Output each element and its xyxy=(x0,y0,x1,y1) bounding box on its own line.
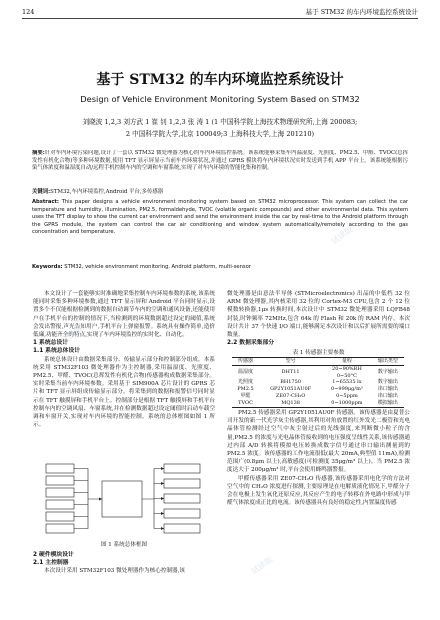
table-cell: 数字输出 xyxy=(377,379,398,386)
table-cell: 模拟输出 xyxy=(377,399,398,406)
table-cell: DHT11 xyxy=(281,369,300,376)
right-column-top xyxy=(227,290,410,347)
table-header-cell: 量程 xyxy=(341,358,352,364)
table-cell: TVOC xyxy=(238,399,253,406)
table-cell: MQ138 xyxy=(281,399,300,406)
subsection-heading-2-2: 2.2 数据采集部分 xyxy=(227,340,275,347)
intro-paragraph: 本文设计了一套能够实时准确地采集控制车内环境参数的系统,该系统能同时采集多种环境参数,通过 TFT 显示屏和 Android 平台同时显示,设置多个不仅能根据检测到的数据自动调节车内的空调和通风设备,还能使用户在手机平台的控制的情况下,当检测到的环境数据超过设定的阈值,系统会发出警报,声光告知用户,手机平台上弹窗报警。系统具有操作简单,造价低廉,功能齐全的特点,实现了车内环境监控的实时化、自动化。 xyxy=(33,291,215,339)
table-cell: 0~1000ppm xyxy=(331,399,363,406)
left-column-top xyxy=(33,290,215,460)
subsection-heading-2-1: 2.1 主控制器 xyxy=(33,560,69,567)
diagram-box xyxy=(46,524,74,533)
keywords-chinese xyxy=(32,189,408,197)
mcu-paragraph-continued: 微处理器是由意法半导体 (STMicroelectronics) 出品的中低档 32 位 ARM 微处理器,其内核采用 32 位的 Cortex-M3 CPU,包含 2 个 12 位模数转换器,1μs 转换时间,本次设计中 STM32 微处理器采用 LQFB48 封装,时钟频率 72MHz,包含 64k 的 Flash 和 20k 的 RAM 内存。本次设计共计 37 个快速 I/O 端口,能够满足本次设计和以后扩展所需要的端口数量。 xyxy=(227,291,410,339)
diagram-box xyxy=(46,464,74,473)
watermark-text: 试读版 xyxy=(329,224,355,247)
diagram-box xyxy=(46,488,74,497)
system-block-diagram xyxy=(44,461,204,539)
keywords-cn-label: 关键词: xyxy=(32,189,51,195)
title-chinese: 基于 STM32 的车内环境监控系统设计 xyxy=(96,72,344,88)
keywords-cn-text: STM32,车内环境监控,Android 平台,多传感器 xyxy=(50,189,164,195)
diagram-arrowhead xyxy=(99,498,102,501)
table-row xyxy=(232,400,404,407)
table-header-row xyxy=(232,358,404,366)
table-row xyxy=(232,365,404,379)
diagram-box xyxy=(164,509,200,518)
diagram-box xyxy=(164,524,200,533)
abstract-cn-label: 摘要: xyxy=(32,150,45,156)
title-english: Design of Vehicle Environment Monitoring System Based on STM32 xyxy=(80,94,360,104)
page-number: 124 xyxy=(22,8,35,16)
mcu-paragraph-start: 本次设计采用 STM32F103 微处理器作为核心控制器,该 xyxy=(44,568,185,575)
diagram-connector xyxy=(142,469,164,529)
system-design-paragraph: 系统总体设计由数据采集部分、传输显示部分和控制部分组成。本系统采用 STM32F103 微处理器作为主控制器,采用温湿度、光照度、PM2.5、甲醛、TVOC(总挥发性有机化合物)传感器构成数据采集部分。实时采集当前车内环境参数。采用基于 SIM900A 芯片设计的 GPRS 芯片和 TFT 显示屏组成传输显示部分。将采集到的数据和报警信号同时显示在 TFT 触摸屏和手机平台上。控制部分是根据 TFT 触摸屏和手机平台控制车内的空调风扇、车窗系统,并在检测数据超过设定阈值时启动车载空调和车窗开关,实现对车内环境的智能控制。系统的总体框图如图 1 所示。 xyxy=(33,356,215,429)
affiliation-line: 2 中国科学院大学,北京 100049;3 上海科技大学,上海 201210) xyxy=(125,130,315,138)
section-heading-1: 1 系统总设计 xyxy=(33,340,69,347)
left-column-bottom xyxy=(33,551,215,617)
section-heading-2: 2 硬件模块设计 xyxy=(33,552,74,558)
table-header-cell: 传感器 xyxy=(238,358,254,364)
table-cell: 串口输出 xyxy=(377,392,398,399)
table-cell: PM2.5 xyxy=(237,386,254,393)
figure-1-caption: 图 1 系统总体框图 xyxy=(100,542,148,548)
table-row xyxy=(232,393,404,400)
diagram-box xyxy=(164,494,200,503)
table-cell: 温湿度 xyxy=(238,369,254,376)
table-cell: 数字输出 xyxy=(377,369,398,376)
table-header-cell: 输出类型 xyxy=(377,358,398,364)
running-title: 基于 STM32 的车内环境监控系统设计 xyxy=(305,8,418,16)
keywords-en-text: STM32, vehicle environment monitoring, Android platform, multi-sensor xyxy=(64,264,251,270)
pm25-sensor-paragraph: PM2.5 传感器采用 GP2Y1051AU0F 传感器。该传感器是由夏普公司开发的新一代光学灰尘传感器,其利用对角放置的红外发光二极管和光电晶体管检测经过空气中灰尘射过后的光线强度,来判断微小粒子的含量,PM2.5 的浓度与光电晶体管接收到的电压强度呈线性关系,该传感器通过内部 A/D 转换将模拟电压转换成数字信号通过串口输出测量到的 PM2.5 浓度。该传感器的工作电流很低(最大 20mA,典型值 11mA),检测范围广(0.8μm 以上),高敏感度(可检测度 35μg/m³ 以上)。当 PM2.5 浓度达大于 200μg/m³ 时,平台会使用蜂鸣器警报。 xyxy=(227,410,410,474)
table-cell: 甲醛 xyxy=(240,392,251,399)
running-header xyxy=(22,6,418,19)
table-1-caption: 表 1 传感器主要参数 xyxy=(292,350,345,356)
abstract-en-text: This paper designs a vehicle environment monitoring system based on STM32 microprocessor. This system can collect the car temperature and humidity, illumination, PM2.5, formaldehyde, TVOC (volatile organic compounds) and other environmental data. This system uses the TFT display to show the current car environment and send the environment inside the car by real-time to the Android platform through the GPRS module, the system can control the car air conditioning and window system automatically/remotely according to the gas concentration and temperature. xyxy=(32,199,408,236)
formaldehyde-sensor-paragraph: 甲醛传感器采用 ZE07-CH₂O 传感器,该传感器采用电化学的方法对空气中的 CH₂O 浓度进行探测,主要原理是在电解质液化情况下,甲醛分子会在电极上发生氧化还原反应,其反应产生的电子转移在外电路中形成与甲醛气体浓度成正比的电流。该传感器具有良好的稳定性,内置温度传感 xyxy=(227,475,410,507)
table-header-cell: 型号 xyxy=(285,358,296,364)
table-cell: 光照度 xyxy=(238,379,254,386)
table-row xyxy=(232,386,404,393)
diagram-box xyxy=(46,476,74,485)
table-cell: ZE07-CH₂O xyxy=(275,392,306,399)
sensor-parameter-table xyxy=(232,357,404,408)
table-cell: 0~5ppm xyxy=(336,392,358,399)
diagram-box xyxy=(46,500,74,509)
table-cell: 串口输出 xyxy=(377,386,398,393)
abstract-cn-text: 针对车内环境污染问题,设计了一套以 STM32 微处理器为核心的车内环境监控系统。该系统能够采集车内温湿度、光照度、PM2.5、甲醛、TVOC(总挥发性有机化合物)等多种环境数据,使用 TFT 显示屏显示当前车内环境状况,并通过 GPRS 模块将车内环境状况实时发送到手机 APP 平台上。该系统能根据污染气体浓度和温湿度自动/远程手机控制车内的空调和车窗系统,实现了对车内环境的智能化集和控制。 xyxy=(32,150,408,172)
subsection-heading-1-1: 1.1 系统总体设计 xyxy=(33,348,81,355)
diagram-box xyxy=(164,464,200,473)
keywords-en-label: Keywords: xyxy=(32,264,63,270)
table-cell: BH1750 xyxy=(280,379,301,386)
table-cell: 0~999μg/m³ xyxy=(331,386,363,393)
diagram-box-mcu xyxy=(102,481,142,517)
diagram-arrowhead xyxy=(161,467,164,530)
right-column-bottom xyxy=(227,409,410,617)
watermark-text: 试读版 xyxy=(59,324,85,347)
table-cell: 1~65535 lx xyxy=(332,379,362,386)
authors-line: 刘晓波 1,2,3 刘方武 1 崔 钊 1,2,3 张 涛 1 (1 中国科学院上海技术物理研究所,上海 200083; xyxy=(82,118,358,126)
keywords-english xyxy=(32,264,408,272)
watermark-text: 试读版 xyxy=(249,554,275,577)
abstract-chinese xyxy=(32,150,408,188)
diagram-box xyxy=(164,479,200,488)
table-cell: 20~90%RH 0~50°C xyxy=(332,365,362,379)
diagram-box xyxy=(46,512,74,521)
diagram-connector xyxy=(74,469,102,529)
abstract-en-label: Abstract: xyxy=(32,199,59,205)
table-cell: GP2Y1051AU0F xyxy=(270,386,312,393)
